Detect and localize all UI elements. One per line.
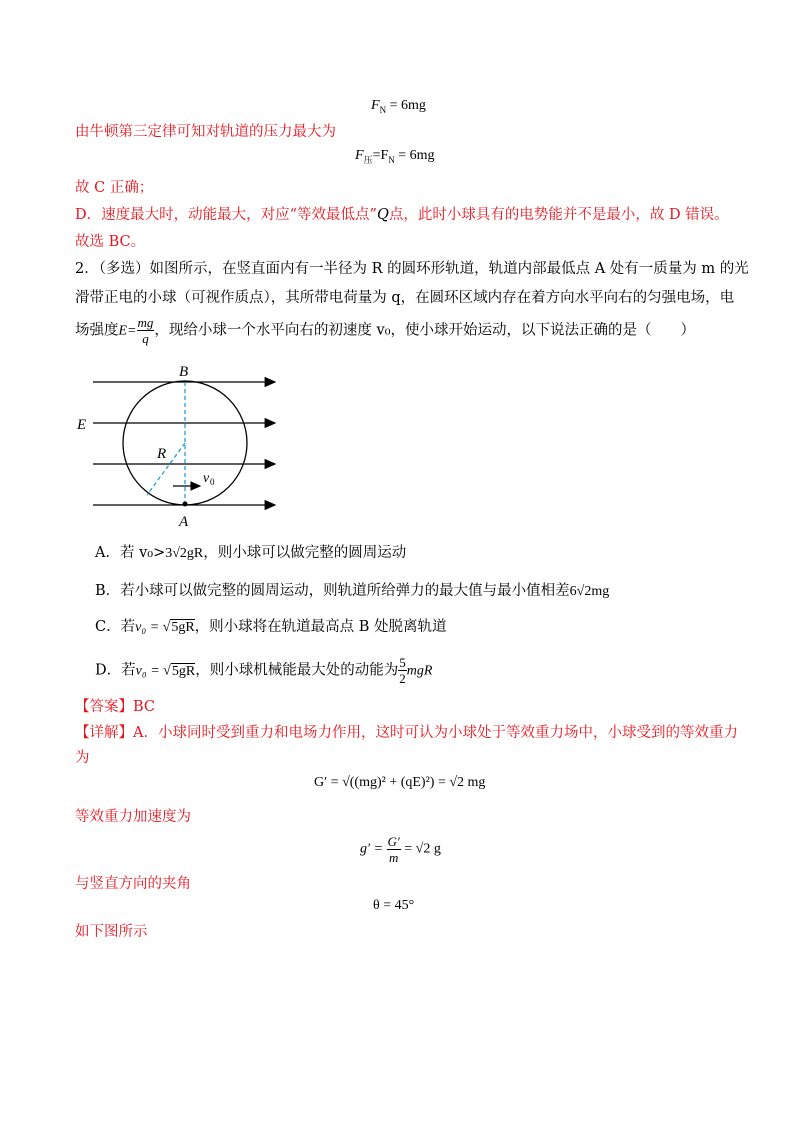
label-v0: v bbox=[203, 471, 210, 486]
circle-field-figure bbox=[75, 360, 295, 530]
text-angle: 与竖直方向的夹角 bbox=[75, 876, 191, 892]
equation-equivalent-acceleration: g′ = $\frac{G'}{m}$ = √2 g bbox=[360, 834, 441, 865]
field-strength-fraction: $\frac{mg}{q}$ bbox=[137, 315, 154, 346]
option-c: C．若v₀ = √5gR，则小球将在轨道最高点 B 处脱离轨道 bbox=[95, 619, 447, 635]
label-v0-sub: 0 bbox=[210, 477, 215, 487]
text-equivalent-acceleration: 等效重力加速度为 bbox=[75, 809, 191, 825]
label-e: E bbox=[77, 417, 87, 433]
detail-line-2: 为 bbox=[75, 750, 90, 766]
detail-line-1: 【详解】A．小球同时受到重力和电场力作用，这时可认为小球处于等效重力场中，小球受到的等效重力 bbox=[75, 725, 738, 741]
text-select-bc: 故选 BC。 bbox=[75, 234, 146, 250]
question-line-2: 滑带正电的小球（可视作质点），其所带电荷量为 q，在圆环区域内存在着方向水平向右的匀强电场，电 bbox=[75, 290, 735, 306]
option-b: B．若小球可以做完整的圆周运动，则轨道所给弹力的最大值与最小值相差6√2mg bbox=[95, 583, 610, 599]
label-a: A bbox=[179, 514, 189, 530]
equation-theta: θ = 45° bbox=[373, 898, 415, 913]
option-a: A．若 v₀>3√2gR，则小球可以做完整的圆周运动 bbox=[95, 545, 407, 561]
label-b: B bbox=[179, 364, 189, 380]
text-c-correct: 故 C 正确； bbox=[75, 180, 154, 196]
text-newton-third-law: 由牛顿第三定律可知对轨道的压力最大为 bbox=[75, 124, 336, 140]
answer-line: 【答案】BC bbox=[75, 699, 156, 715]
equation-normal-force: $F_N = 6mg$ bbox=[371, 98, 426, 115]
question-line-1: 2．（多选）如图所示，在竖直面内有一半径为 R 的圆环形轨道，轨道内部最低点 A 处有一质量为 m 的光 bbox=[75, 261, 749, 277]
equation-equivalent-gravity: G′ = √((mg)² + (qE)²) = √2 mg bbox=[314, 775, 486, 790]
ball bbox=[183, 502, 188, 507]
question-line-3: 场强度E= $\frac{mg}{q}$ ，现给小球一个水平向右的初速度 v₀，使小球开始运动，以下说法正确的是（ ） bbox=[75, 315, 696, 346]
option-d: D．若v₀ = √5gR，则小球机械能最大处的动能为 $\frac{5}{2}$ mgR bbox=[95, 655, 433, 686]
text-figure-below: 如下图所示 bbox=[75, 924, 148, 940]
text-option-d-analysis: D．速度最大时，动能最大，对应“等效最低点”Q点，此时小球具有的电势能并不是最小，故 D 错误。 bbox=[75, 207, 729, 223]
label-r: R bbox=[157, 446, 167, 462]
equation-pressure-force: $F_压=F_N = 6mg$ bbox=[355, 148, 435, 165]
